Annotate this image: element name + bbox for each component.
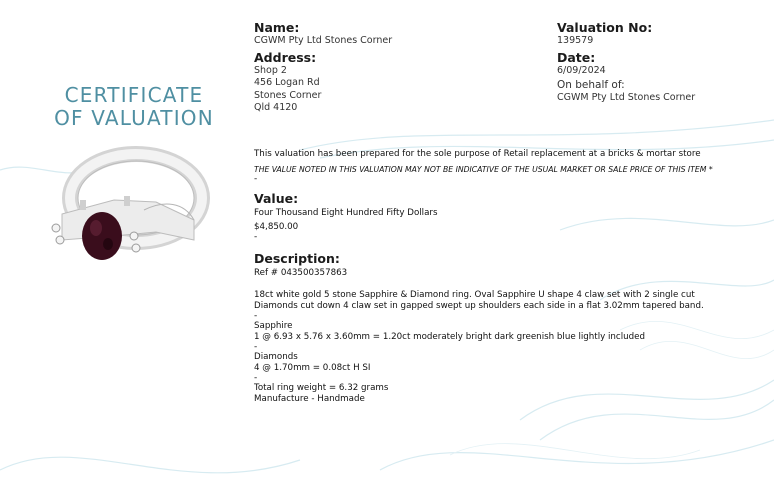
valuation-number-label: Valuation No: bbox=[557, 20, 653, 35]
name-value: CGWM Pty Ltd Stones Corner bbox=[254, 35, 393, 46]
purpose-statement: This valuation has been prepared for the sole purpose of Retail replacement at a bricks & mortar store bbox=[254, 149, 701, 159]
certificate-title bbox=[34, 84, 234, 130]
value-amount: $4,850.00 bbox=[254, 222, 299, 232]
behalf-label: On behalf of: bbox=[557, 79, 625, 91]
description-label: Description: bbox=[254, 251, 340, 266]
client-details bbox=[254, 20, 514, 115]
description-dash-3: - bbox=[254, 373, 258, 383]
value-dash: - bbox=[254, 232, 258, 242]
valuation-statement bbox=[254, 149, 764, 184]
value-section bbox=[254, 191, 654, 242]
disclaimer: THE VALUE NOTED IN THIS VALUATION MAY NOT BE INDICATIVE OF THE USUAL MARKET OR SALE PRICE OF THIS ITEM * bbox=[254, 165, 713, 174]
sapphire-label: Sapphire bbox=[254, 321, 293, 331]
name-label: Name: bbox=[254, 20, 300, 35]
diamonds-label: Diamonds bbox=[254, 352, 298, 362]
value-words: Four Thousand Eight Hundred Fifty Dollars bbox=[254, 208, 438, 218]
total-weight: Total ring weight = 6.32 grams bbox=[254, 383, 389, 393]
ring-image bbox=[44, 140, 214, 280]
certificate-title-line2: OF VALUATION bbox=[54, 106, 214, 130]
manufacture: Manufacture - Handmade bbox=[254, 394, 365, 404]
address-label: Address: bbox=[254, 49, 317, 65]
description-dash-2: - bbox=[254, 342, 258, 352]
summary-line-1: 18ct white gold 5 stone Sapphire & Diamond ring. Oval Sapphire U shape 4 claw set with 2 single cut bbox=[254, 290, 695, 300]
behalf-value: CGWM Pty Ltd Stones Corner bbox=[557, 91, 696, 103]
address-line-3: Stones Corner bbox=[254, 89, 322, 101]
valuation-details bbox=[557, 20, 757, 104]
valuation-number: 139579 bbox=[557, 35, 594, 46]
summary-line-2: Diamonds cut down 4 claw set in gapped swept up shoulders each side in a flat 3.02mm tapered band. bbox=[254, 301, 704, 311]
reference-number: Ref # 043500357863 bbox=[254, 268, 348, 278]
address-line-4: Qld 4120 bbox=[254, 102, 298, 113]
value-label: Value: bbox=[254, 191, 299, 206]
sapphire-detail: 1 @ 6.93 x 5.76 x 3.60mm = 1.20ct moderately bright dark greenish blue lightly included bbox=[254, 332, 646, 342]
date-label: Date: bbox=[557, 49, 596, 65]
diamonds-detail: 4 @ 1.70mm = 0.08ct H SI bbox=[254, 363, 371, 373]
date-value: 6/09/2024 bbox=[557, 64, 606, 76]
certificate-title-line1: CERTIFICATE bbox=[64, 83, 204, 107]
address-line-1: Shop 2 bbox=[254, 64, 287, 76]
address-line-2: 456 Logan Rd bbox=[254, 77, 320, 88]
description-section bbox=[254, 251, 764, 405]
statement-dash: - bbox=[254, 174, 258, 184]
description-dash-1: - bbox=[254, 311, 258, 321]
